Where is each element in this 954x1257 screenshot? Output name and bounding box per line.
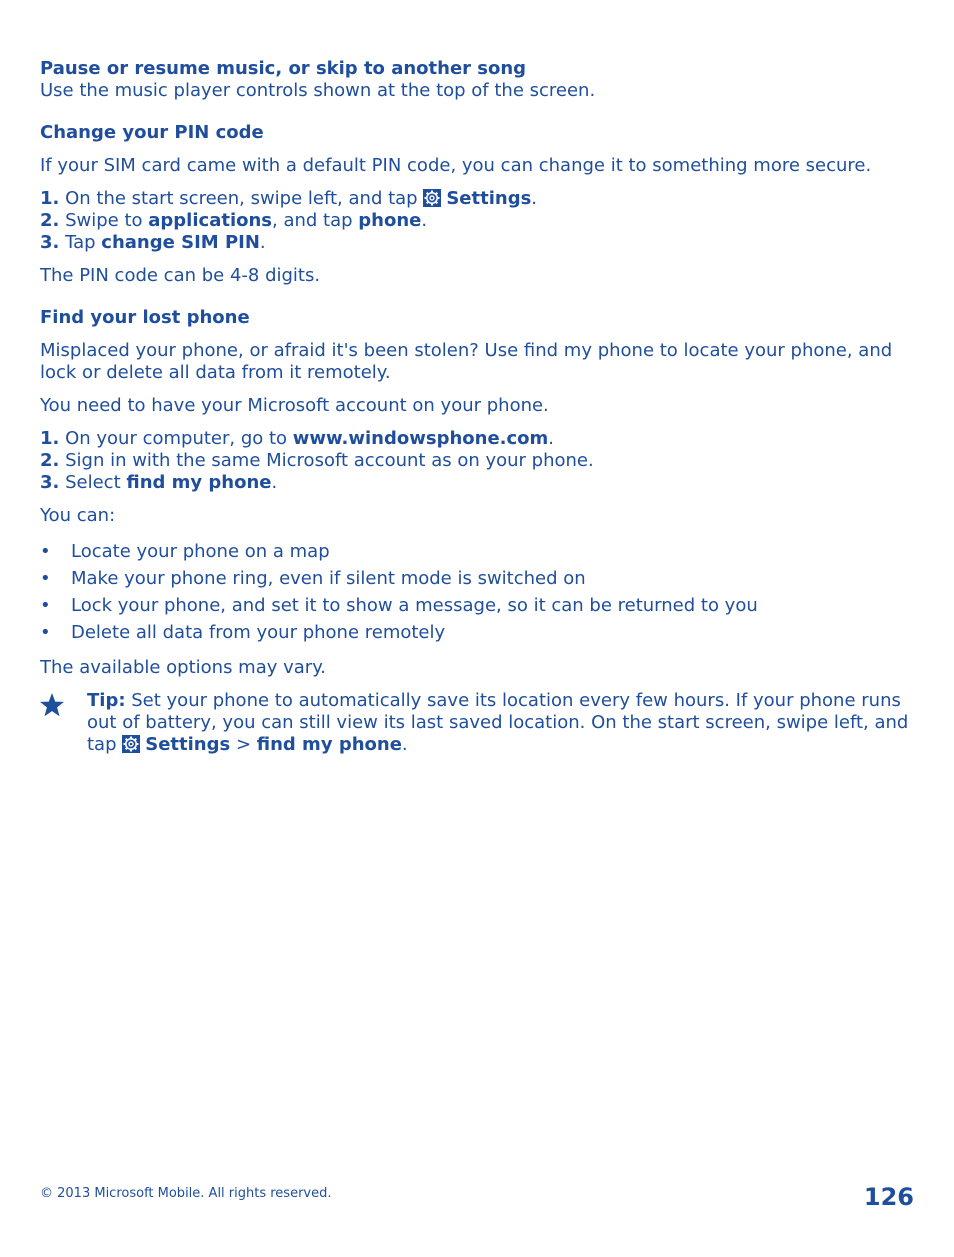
bullet-text: Make your phone ring, even if silent mode is switched on <box>71 568 586 589</box>
step-text: Swipe to <box>59 210 149 231</box>
step-bold: change SIM PIN <box>101 232 260 253</box>
section-change-pin <box>40 122 914 287</box>
step-punct: . <box>421 210 428 231</box>
bullet-dot: • <box>40 595 51 616</box>
step-punct: . <box>259 232 266 253</box>
paragraph: Use the music player controls shown at the top of the screen. <box>40 80 596 101</box>
section-title: Find your lost phone <box>40 307 250 328</box>
paragraph: If your SIM card came with a default PIN code, you can change it to something more secure. <box>40 155 872 176</box>
step-text: On the start screen, swipe left, and tap <box>59 188 424 209</box>
paragraph: You need to have your Microsoft account on your phone. <box>40 395 549 416</box>
page-number: 126 <box>863 1183 914 1211</box>
tip-label: Tip: <box>87 690 126 711</box>
bullet-item <box>40 619 914 646</box>
section-find-phone <box>40 307 914 756</box>
tip-separator: > <box>230 734 257 755</box>
step-item <box>40 428 914 450</box>
tip-bold: Settings <box>145 734 231 755</box>
step-punct: . <box>271 472 278 493</box>
website-link[interactable]: www.windowsphone.com <box>292 428 549 449</box>
tip-bold: find my phone <box>256 734 402 755</box>
step-text: On your computer, go to <box>59 428 293 449</box>
step-item <box>40 188 914 210</box>
step-bold: phone <box>358 210 422 231</box>
bullet-text: Locate your phone on a map <box>71 541 330 562</box>
tip-punct: . <box>401 734 408 755</box>
step-number: 2. <box>40 450 60 471</box>
step-list <box>40 188 914 254</box>
bullet-text: Lock your phone, and set it to show a message, so it can be returned to you <box>71 595 758 616</box>
paragraph: The PIN code can be 4-8 digits. <box>40 265 321 286</box>
bullet-item <box>40 565 914 592</box>
step-text: Tap <box>59 232 102 253</box>
step-list <box>40 428 914 494</box>
bullet-item <box>40 592 914 619</box>
tip-box <box>40 690 914 756</box>
step-number: 3. <box>40 232 60 253</box>
section-title: Change your PIN code <box>40 122 264 143</box>
section-pause-music <box>40 58 914 102</box>
bullet-text: Delete all data from your phone remotely <box>71 622 446 643</box>
bullet-dot: • <box>40 568 51 589</box>
section-title: Pause or resume music, or skip to another song <box>40 58 527 79</box>
step-punct: . <box>548 428 555 449</box>
step-text: , and tap <box>272 210 359 231</box>
star-icon <box>39 692 65 718</box>
bullet-list <box>40 538 914 646</box>
step-item <box>40 232 914 254</box>
step-text: Sign in with the same Microsoft account as on your phone. <box>59 450 594 471</box>
step-number: 2. <box>40 210 60 231</box>
gear-icon <box>122 735 140 753</box>
settings-link-text: Settings <box>446 188 532 209</box>
paragraph: You can: <box>40 505 116 526</box>
tip-text: Set your phone to automatically save its location every few hours. If your phone runs out of battery, you can still view its last saved location. On the start screen, swipe left, and tap <box>87 690 909 755</box>
step-number: 3. <box>40 472 60 493</box>
step-bold: applications <box>148 210 273 231</box>
step-item <box>40 210 914 232</box>
step-number: 1. <box>40 188 60 209</box>
step-text: Select <box>59 472 127 493</box>
footer-copyright: © 2013 Microsoft Mobile. All rights reserved. <box>40 1186 332 1201</box>
bullet-item <box>40 538 914 565</box>
paragraph: Misplaced your phone, or afraid it's been stolen? Use find my phone to locate your phone, and lock or delete all data from it remotely. <box>40 340 893 383</box>
gear-icon <box>423 189 441 207</box>
step-item <box>40 450 914 472</box>
bullet-dot: • <box>40 541 51 562</box>
step-item <box>40 472 914 494</box>
bullet-dot: • <box>40 622 51 643</box>
paragraph: The available options may vary. <box>40 657 327 678</box>
step-bold: find my phone <box>126 472 272 493</box>
step-punct: . <box>531 188 538 209</box>
step-number: 1. <box>40 428 60 449</box>
page-content <box>40 58 914 756</box>
